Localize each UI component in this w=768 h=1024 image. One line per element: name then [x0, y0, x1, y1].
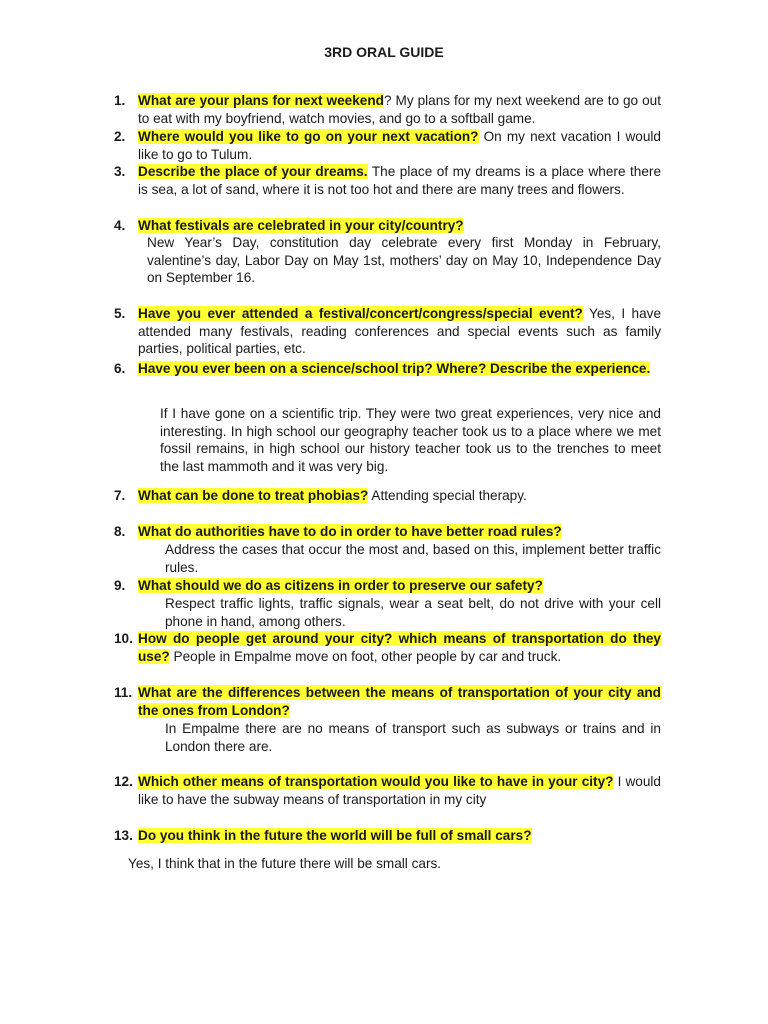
question-item-12: [114, 773, 661, 808]
answer-text: The place of my dreams is a place where there is sea, a lot of sand, where it is not too hot and there are many trees and flowers.: [138, 164, 661, 197]
item-number: 12.: [114, 774, 133, 789]
answer-text: Yes, I have attended many festivals, reading conferences and special events such as family parties, political parties, etc.: [138, 306, 662, 356]
question-item-8: [114, 523, 661, 541]
item-number: 1.: [114, 93, 126, 108]
answer-text: In Empalme there are no means of transport such as subways or trains and in London there are.: [165, 721, 661, 754]
question-item-10: [114, 630, 661, 665]
item-number: 4.: [114, 218, 126, 233]
answer-text: Attending special therapy.: [368, 488, 527, 503]
question-item-4: [114, 217, 661, 235]
item-number: 2.: [114, 129, 126, 144]
question-item-3: [114, 163, 661, 198]
item-number: 10.: [114, 631, 133, 646]
document-title: 3RD ORAL GUIDE: [324, 44, 444, 60]
question-text: Where would you like to go on your next vacation?: [138, 129, 479, 144]
question-text: Which other means of transportation would you like to have in your city?: [138, 774, 614, 789]
item-number: 9.: [114, 578, 126, 593]
answer-text: Yes, I think that in the future there will be small cars.: [128, 856, 442, 871]
question-text: How do people get around your city? which means of transportation do they use?: [138, 631, 661, 664]
question-text: What are the differences between the means of transportation of your city and the ones from London?: [138, 685, 661, 718]
item-number: 5.: [114, 306, 126, 321]
question-text: What do authorities have to do in order to have better road rules?: [138, 524, 562, 539]
item-number: 8.: [114, 524, 126, 539]
answer-text: Respect traffic lights, traffic signals, wear a seat belt, do not drive with your cell phone in hand, among others.: [165, 596, 661, 629]
item-number: 3.: [114, 164, 126, 179]
question-text: What festivals are celebrated in your city/country?: [138, 218, 464, 233]
answer-text: ? My plans for my next weekend are to go out to eat with my boyfriend, watch movies, and go to a softball game.: [138, 93, 661, 126]
question-text: Have you ever attended a festival/concert/congress/special event?: [138, 306, 583, 321]
question-item-2: [114, 128, 661, 163]
answer-text: People in Empalme move on foot, other people by car and truck.: [169, 648, 562, 664]
question-item-13: [114, 827, 661, 845]
question-item-1: [114, 92, 661, 127]
question-text: Describe the place of your dreams.: [138, 164, 368, 179]
question-text: What are your plans for next weekend: [138, 93, 384, 108]
item-number: 13.: [114, 828, 133, 843]
question-item-5: [114, 305, 661, 358]
answer-text: On my next vacation I would like to go to Tulum.: [138, 129, 661, 162]
answer-text: New Year’s Day, constitution day celebrate every first Monday in February, valentine’s day, Labor Day on May 1st, mothers’ day on May 10, Independence Day on September 16.: [147, 235, 661, 285]
question-item-9: [114, 577, 661, 595]
answer-text: I would like to have the subway means of transportation in my city: [138, 774, 661, 807]
question-item-7: [114, 487, 661, 505]
question-text: Do you think in the future the world will be full of small cars?: [138, 828, 532, 843]
question-text: What should we do as citizens in order to preserve our safety?: [138, 578, 543, 593]
question-text: Have you ever been on a science/school trip? Where? Describe the experience.: [138, 361, 651, 376]
item-number: 6.: [114, 361, 126, 376]
answer-text: If I have gone on a scientific trip. They were two great experiences, very nice and interesting. In high school our geography teacher took us to a place where we met fossil remains, in high school our history teacher took us to the trenches to meet the last mammoth and it was very big.: [160, 406, 661, 474]
question-item-11: [114, 684, 661, 719]
question-text: What can be done to treat phobias?: [138, 488, 369, 503]
item-number: 11.: [114, 685, 133, 700]
item-number: 7.: [114, 488, 126, 503]
answer-text: Address the cases that occur the most and, based on this, implement better traffic rules.: [165, 542, 661, 575]
question-item-6: [114, 360, 661, 378]
